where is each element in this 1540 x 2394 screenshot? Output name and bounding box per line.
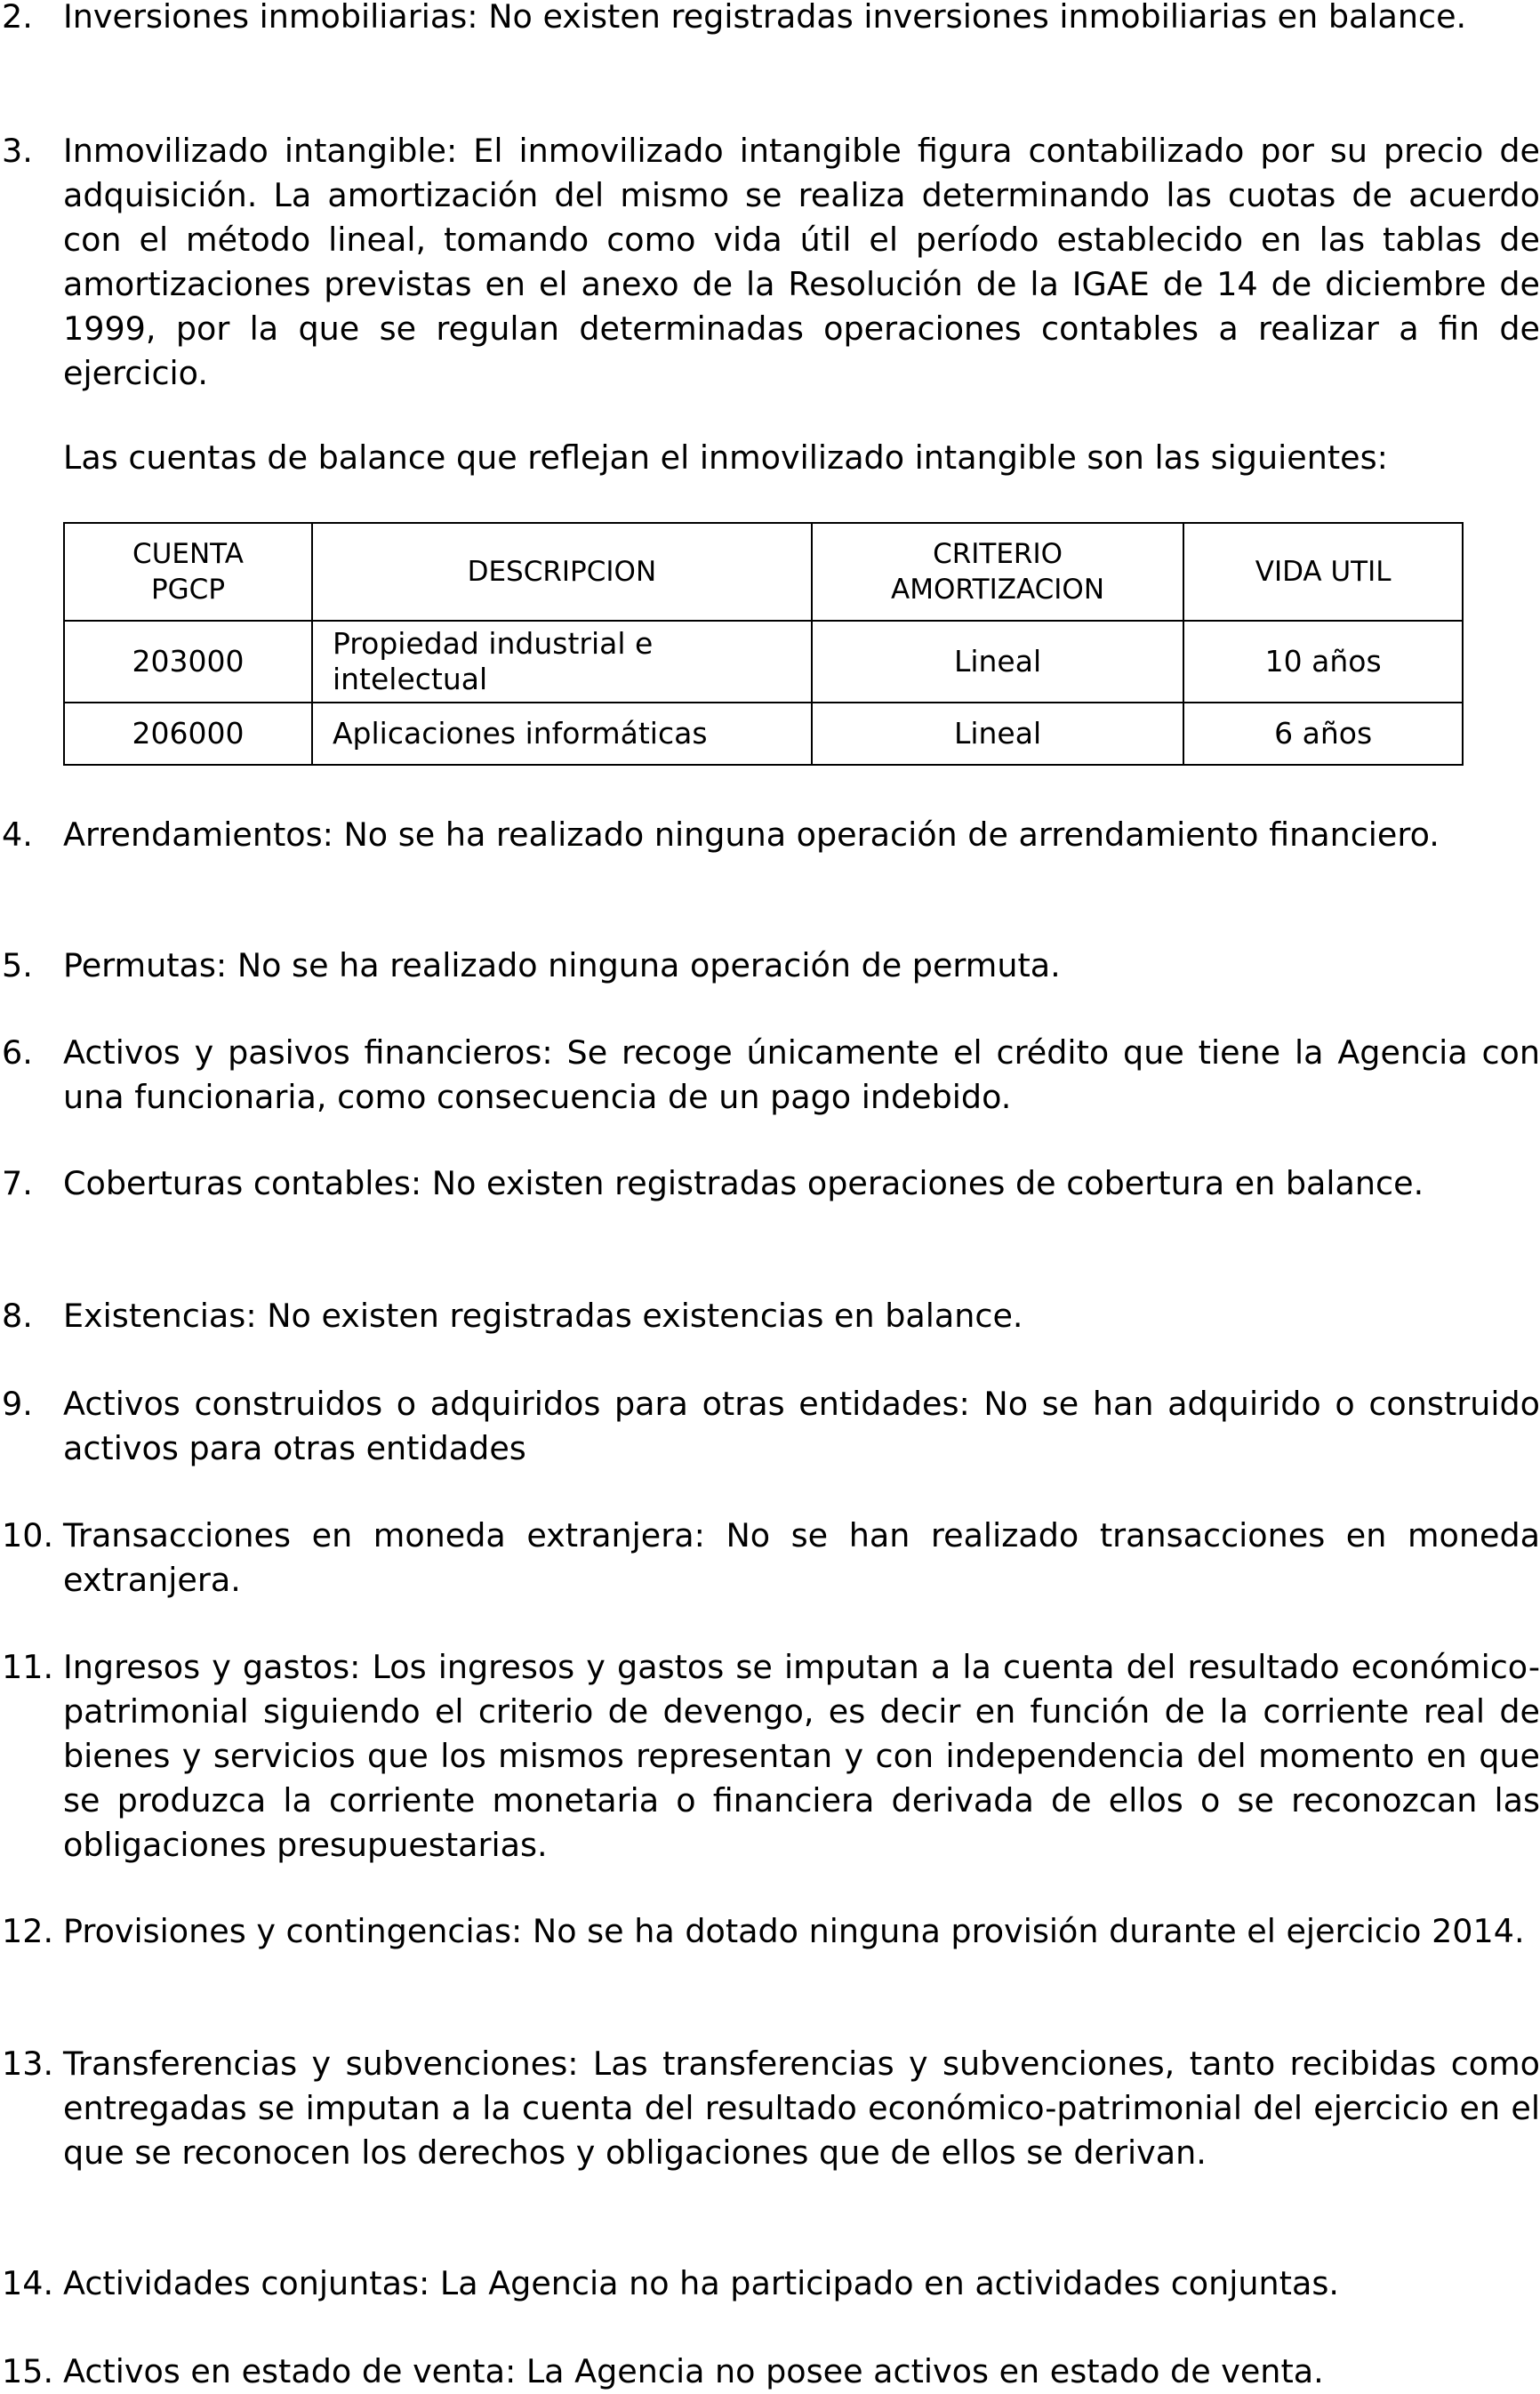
list-text: Existencias: No existen registradas existencias en balance. bbox=[63, 1297, 1023, 1335]
list-number: 11. bbox=[2, 1648, 54, 1686]
cell-cuenta: 206000 bbox=[64, 703, 312, 765]
amortization-table bbox=[63, 522, 1464, 766]
cell-vida-util: 10 años bbox=[1183, 621, 1463, 703]
list-number: 7. bbox=[2, 1164, 33, 1202]
list-text: Provisiones y contingencias: No se ha dotado ninguna provisión durante el ejercicio 2014. bbox=[63, 1912, 1525, 1950]
list-text: Inmovilizado intangible: El inmovilizado intangible figura contabilizado por su precio de adquisición. La amortización del mismo se realiza determinando las cuotas de acuerdo con el método lineal, tomando como vida útil el período establecido en las tablas de amortizaciones previstas en el anexo de la Resolución de la IGAE de 14 de diciembre de 1999, por la que se regulan determinadas operaciones contables a realizar a fin de ejercicio. bbox=[63, 132, 1540, 392]
cell-vida-util: 6 años bbox=[1183, 703, 1463, 765]
cell-descripcion: Propiedad industrial e intelectual bbox=[312, 621, 812, 703]
table-row bbox=[64, 621, 1463, 703]
list-text: Activos en estado de venta: La Agencia no posee activos en estado de venta. bbox=[63, 2352, 1324, 2390]
table-intro: Las cuentas de balance que reflejan el inmovilizado intangible son las siguientes: bbox=[63, 438, 1388, 477]
list-text: Ingresos y gastos: Los ingresos y gastos se imputan a la cuenta del resultado económico-patrimonial siguiendo el criterio de devengo, es decir en función de la corriente real de bienes y servicios que los mismos representan y con independencia del momento en que se produzca la corriente monetaria o financiera derivada de ellos o se reconozcan las obligaciones presupuestarias. bbox=[63, 1648, 1540, 1864]
cell-criterio: Lineal bbox=[812, 703, 1184, 765]
list-text: Inversiones inmobiliarias: No existen registradas inversiones inmobiliarias en balance. bbox=[63, 0, 1467, 36]
list-number: 6. bbox=[2, 1033, 33, 1072]
list-text: Actividades conjuntas: La Agencia no ha participado en actividades conjuntas. bbox=[63, 2264, 1339, 2302]
list-text: Permutas: No se ha realizado ninguna operación de permuta. bbox=[63, 946, 1061, 984]
list-text: Activos y pasivos financieros: Se recoge únicamente el crédito que tiene la Agencia con una funcionaria, como consecuencia de un pago indebido. bbox=[63, 1033, 1540, 1116]
list-number: 12. bbox=[2, 1912, 54, 1950]
list-number: 8. bbox=[2, 1297, 33, 1335]
header-criterio: CRITERIO AMORTIZACION bbox=[812, 523, 1184, 621]
table-row bbox=[64, 703, 1463, 765]
list-number: 14. bbox=[2, 2264, 54, 2302]
header-vida-util: VIDA UTIL bbox=[1183, 523, 1463, 621]
list-number: 5. bbox=[2, 946, 33, 984]
list-number: 13. bbox=[2, 2045, 54, 2083]
list-number: 4. bbox=[2, 815, 33, 854]
cell-criterio: Lineal bbox=[812, 621, 1184, 703]
table-header-row bbox=[64, 523, 1463, 621]
header-cuenta: CUENTA PGCP bbox=[64, 523, 312, 621]
list-number: 3. bbox=[2, 132, 33, 170]
list-text: Arrendamientos: No se ha realizado ninguna operación de arrendamiento financiero. bbox=[63, 815, 1440, 854]
list-number: 9. bbox=[2, 1385, 33, 1423]
header-descripcion: DESCRIPCION bbox=[312, 523, 812, 621]
cell-descripcion: Aplicaciones informáticas bbox=[312, 703, 812, 765]
list-text: Transacciones en moneda extranjera: No se han realizado transacciones en moneda extranjera. bbox=[63, 1516, 1540, 1599]
cell-cuenta: 203000 bbox=[64, 621, 312, 703]
list-text: Activos construidos o adquiridos para otras entidades: No se han adquirido o construido activos para otras entidades bbox=[63, 1385, 1540, 1467]
list-number: 15. bbox=[2, 2352, 54, 2390]
list-number: 2. bbox=[2, 0, 33, 36]
list-number: 10. bbox=[2, 1516, 54, 1554]
list-text: Transferencias y subvenciones: Las transferencias y subvenciones, tanto recibidas como entregadas se imputan a la cuenta del resultado económico-patrimonial del ejercicio en el que se reconocen los derechos y obligaciones que de ellos se derivan. bbox=[63, 2045, 1540, 2172]
list-text: Coberturas contables: No existen registradas operaciones de cobertura en balance. bbox=[63, 1164, 1424, 1202]
